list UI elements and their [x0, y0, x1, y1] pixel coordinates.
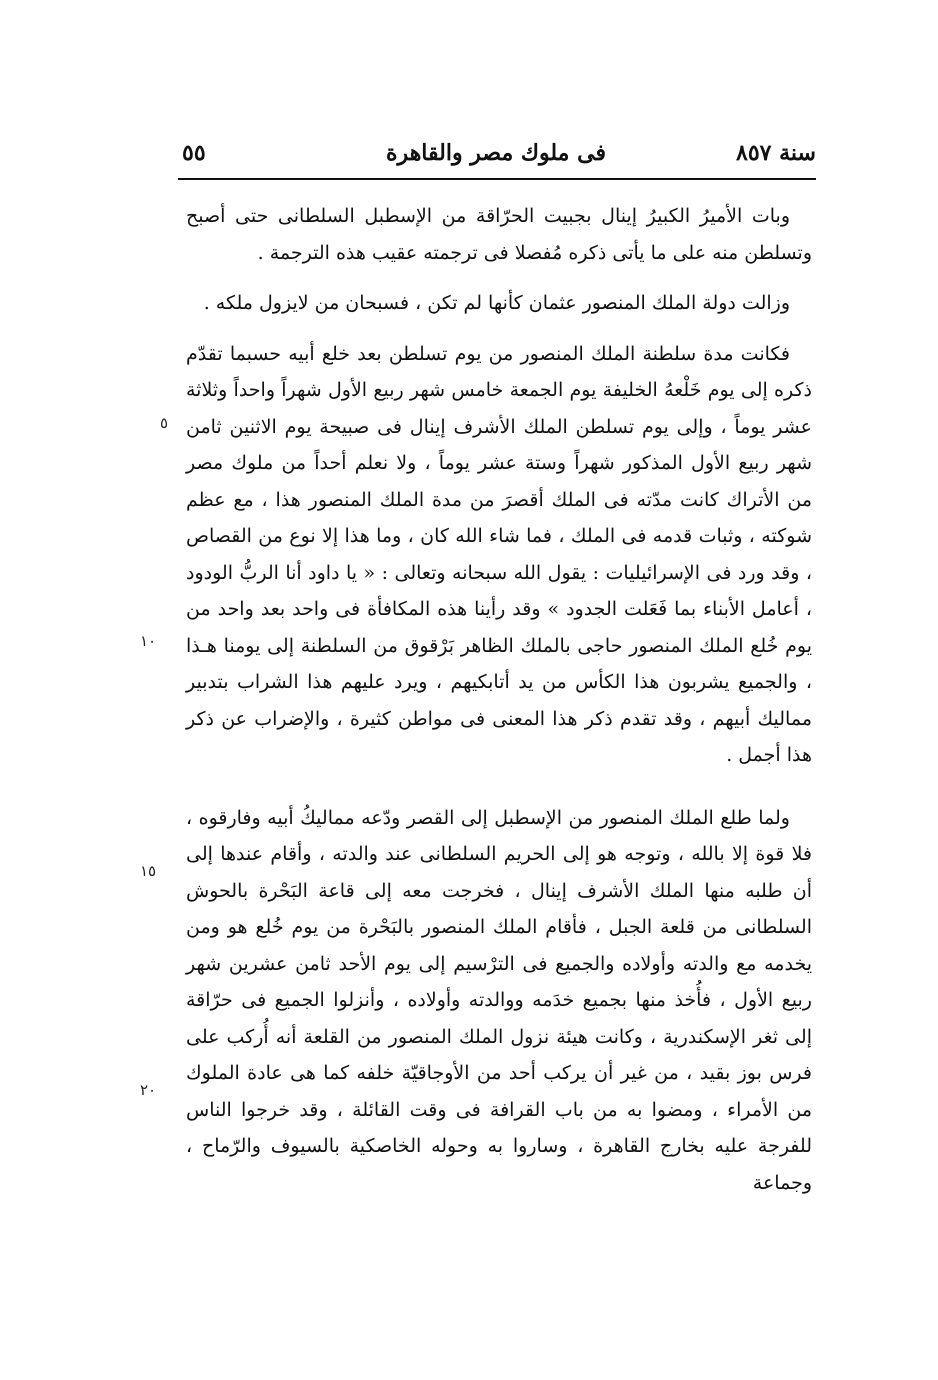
header-year: سنة ٨٥٧: [736, 140, 816, 166]
paragraph-4: ولما طلع الملك المنصور من الإسطبل إلى القصر ودّعه مماليكُ أبيه وفارقوه ، فلا قوة إلا بالله ، وتوجه هو إلى الحريم السلطانى عند والدته ، وأقام عندها إلى أن طلبه منها الملك الأشرف إينال ، فخرجت معه إلى قاعة البَحْرة بالحوش السلطانى من قلعة الجبل ، فأقام الملك المنصور بالبَحْرة من يوم خُلع هو ومن يخدمه مع والدته وأولاده والجميع فى الترْسيم إلى يوم الأحد ثامن عشرين شهر ربيع الأول ، فأُخذ منها بجميع خدَمه ووالدته وأولاده ، وأنزلوا الجميع فى حرّاقة إلى ثغر الإسكندرية ، وكانت هيئة نزول الملك المنصور من القلعة أنه أُركب على فرس بوز بقيد ، من غير أن يركب أحد من الأوجاقيّة خلفه كما هى عادة الملوك من الأمراء ، ومضوا به من باب القرافة فى وقت القائلة ، وقد خرجوا الناس للفرجة عليه بخارج القاهرة ، وساروا به وحوله الخاصكية بالسيوف والرّماح ، وجماعة: [186, 806, 812, 1194]
line-number-20: ٢٠: [140, 1081, 157, 1099]
header-page-number: ٥٥: [182, 140, 206, 166]
paragraph-2: وزالت دولة الملك المنصور عثمان كأنها لم تكن ، فسبحان من لايزول ملكه .: [203, 292, 790, 314]
paragraph-3: فكانت مدة سلطنة الملك المنصور من يوم تسلطن بعد خلع أبيه حسبما تقدّم ذكره إلى يوم خَلْعهُ الخليفة يوم الجمعة خامس شهر ربيع الأول شهراً واحداً وثلاثة عشر يوماً ، وإلى يوم تسلطن الملك الأشرف إينال فى صبيحة يوم الاثنين ثامن شهر ربيع الأول المذكور شهراً وستة عشر يوماً ، ولا نعلم أحداً من ملوك مصر من الأتراك كانت مدّته فى الملك أقصرَ من مدة الملك المنصور هذا ، مع عظم شوكته ، وثبات قدمه فى الملك ، فما شاء الله كان ، وما هذا إلا نوع من القصاص ، وقد ورد فى الإسرائيليات : يقول الله سبحانه وتعالى : « يا داود أنا الربُّ الودود ، أعامل الأبناء بما فَعَلت الجدود » وقد رأينا هذه المكافأة فى واحد بعد واحد من يوم خُلع الملك المنصور حاجى بالملك الظاهر بَرْقوق من السلطنة إلى يومنا هـذا ، والجميع يشربون هذا الكأس من يد أتابكيهم ، ويرد عليهم هذا الشراب بتدبير مماليك أبيهم ، وقد تقدم ذكر هذا المعنى فى مواطن كثيرة ، والإضراب عن ذكر هذا أجمل .: [186, 342, 812, 766]
paragraph-1: وبات الأميرُ الكبيرُ إينال بجبيت الحرّاقة من الإسطبل السلطانى حتى أصبح وتسلطن منه على ما يأتى ذكره مُفصلا فى ترجمته عقيب هذه الترجمة .: [186, 205, 812, 264]
body-text: [186, 198, 812, 1201]
line-number-10: ١٠: [140, 632, 157, 650]
line-number-5: ٥: [160, 414, 169, 432]
header-title: فى ملوك مصر والقاهرة: [386, 140, 606, 166]
header-rule: [178, 178, 816, 180]
line-number-15: ١٥: [140, 862, 157, 880]
page-header: [176, 132, 816, 172]
